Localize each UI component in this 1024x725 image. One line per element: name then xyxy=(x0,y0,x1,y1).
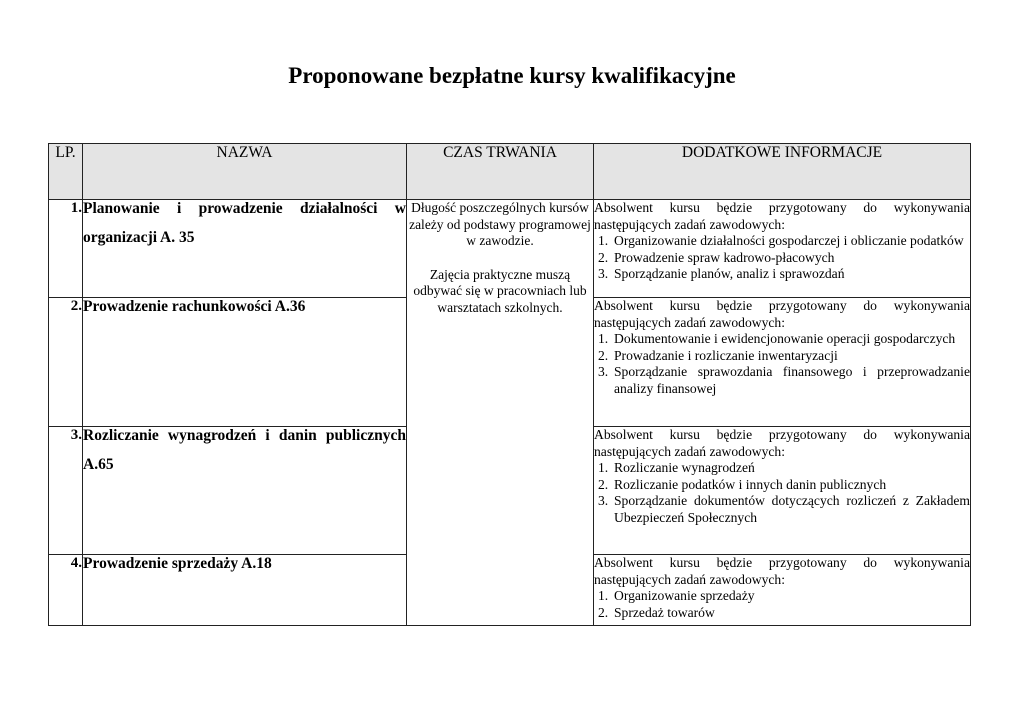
header-duration: CZAS TRWANIA xyxy=(407,144,594,200)
info-intro: Absolwent kursu będzie przygotowany do wykonywania następujących zadań zawodowych: xyxy=(594,555,970,587)
task-list xyxy=(594,331,970,397)
list-item: 3. Sporządzanie dokumentów dotyczących rozliczeń z Zakładem Ubezpieczeń Społecznych xyxy=(598,493,970,525)
course-name: Prowadzenie rachunkowości A.36 xyxy=(83,298,407,427)
course-info xyxy=(594,200,971,298)
list-item: 1. Dokumentowanie i ewidencjonowanie operacji gospodarczych xyxy=(598,331,956,346)
list-item: 1. Organizowanie działalności gospodarczej i obliczanie podatków xyxy=(598,233,964,248)
table-header-row xyxy=(49,144,971,200)
practical-classes-paragraph: Zajęcia praktyczne muszą odbywać się w pracowniach lub warsztatach szkolnych. xyxy=(413,266,587,315)
course-name: Prowadzenie sprzedaży A.18 xyxy=(83,555,407,626)
duration-cell xyxy=(407,200,594,626)
list-item: 3. Sporządzanie planów, analiz i sprawozdań xyxy=(598,266,845,281)
row-number: 3. xyxy=(49,427,83,555)
course-info xyxy=(594,298,971,427)
list-item: 1. Organizowanie sprzedaży xyxy=(598,588,755,603)
list-item: 2. Prowadzanie i rozliczanie inwentaryzacji xyxy=(598,347,838,363)
header-lp: LP. xyxy=(49,144,83,200)
list-item: 2. Sprzedaż towarów xyxy=(598,604,715,620)
course-name: Planowanie i prowadzenie działalności w organizacji A. 35 xyxy=(83,200,407,298)
list-item: 2. Rozliczanie podatków i innych danin publicznych xyxy=(598,476,887,492)
courses-table xyxy=(48,143,971,626)
list-item: 2. Prowadzenie spraw kadrowo-płacowych xyxy=(598,249,835,265)
task-list xyxy=(594,233,970,283)
course-name: Rozliczanie wynagrodzeń i danin publicznych A.65 xyxy=(83,427,407,555)
course-info xyxy=(594,555,971,626)
info-intro: Absolwent kursu będzie przygotowany do wykonywania następujących zadań zawodowych: xyxy=(594,200,970,232)
row-number: 1. xyxy=(49,200,83,298)
row-number: 4. xyxy=(49,555,83,626)
task-list xyxy=(594,588,970,621)
list-item: 1. Rozliczanie wynagrodzeń xyxy=(598,460,755,475)
task-list xyxy=(594,460,970,526)
header-name: NAZWA xyxy=(83,144,407,200)
table-row xyxy=(49,200,971,298)
page-title: Proponowane bezpłatne kursy kwalifikacyjne xyxy=(288,63,736,88)
list-item: 3. Sporządzanie sprawozdania finansowego i przeprowadzanie analizy finansowej xyxy=(598,364,970,396)
info-intro: Absolwent kursu będzie przygotowany do wykonywania następujących zadań zawodowych: xyxy=(594,298,970,330)
row-number: 2. xyxy=(49,298,83,427)
header-info: DODATKOWE INFORMACJE xyxy=(594,144,971,200)
info-intro: Absolwent kursu będzie przygotowany do wykonywania następujących zadań zawodowych: xyxy=(594,427,970,459)
duration-paragraph: Długość poszczególnych kursów zależy od podstawy programowej w zawodzie. xyxy=(409,200,591,248)
course-info xyxy=(594,427,971,555)
